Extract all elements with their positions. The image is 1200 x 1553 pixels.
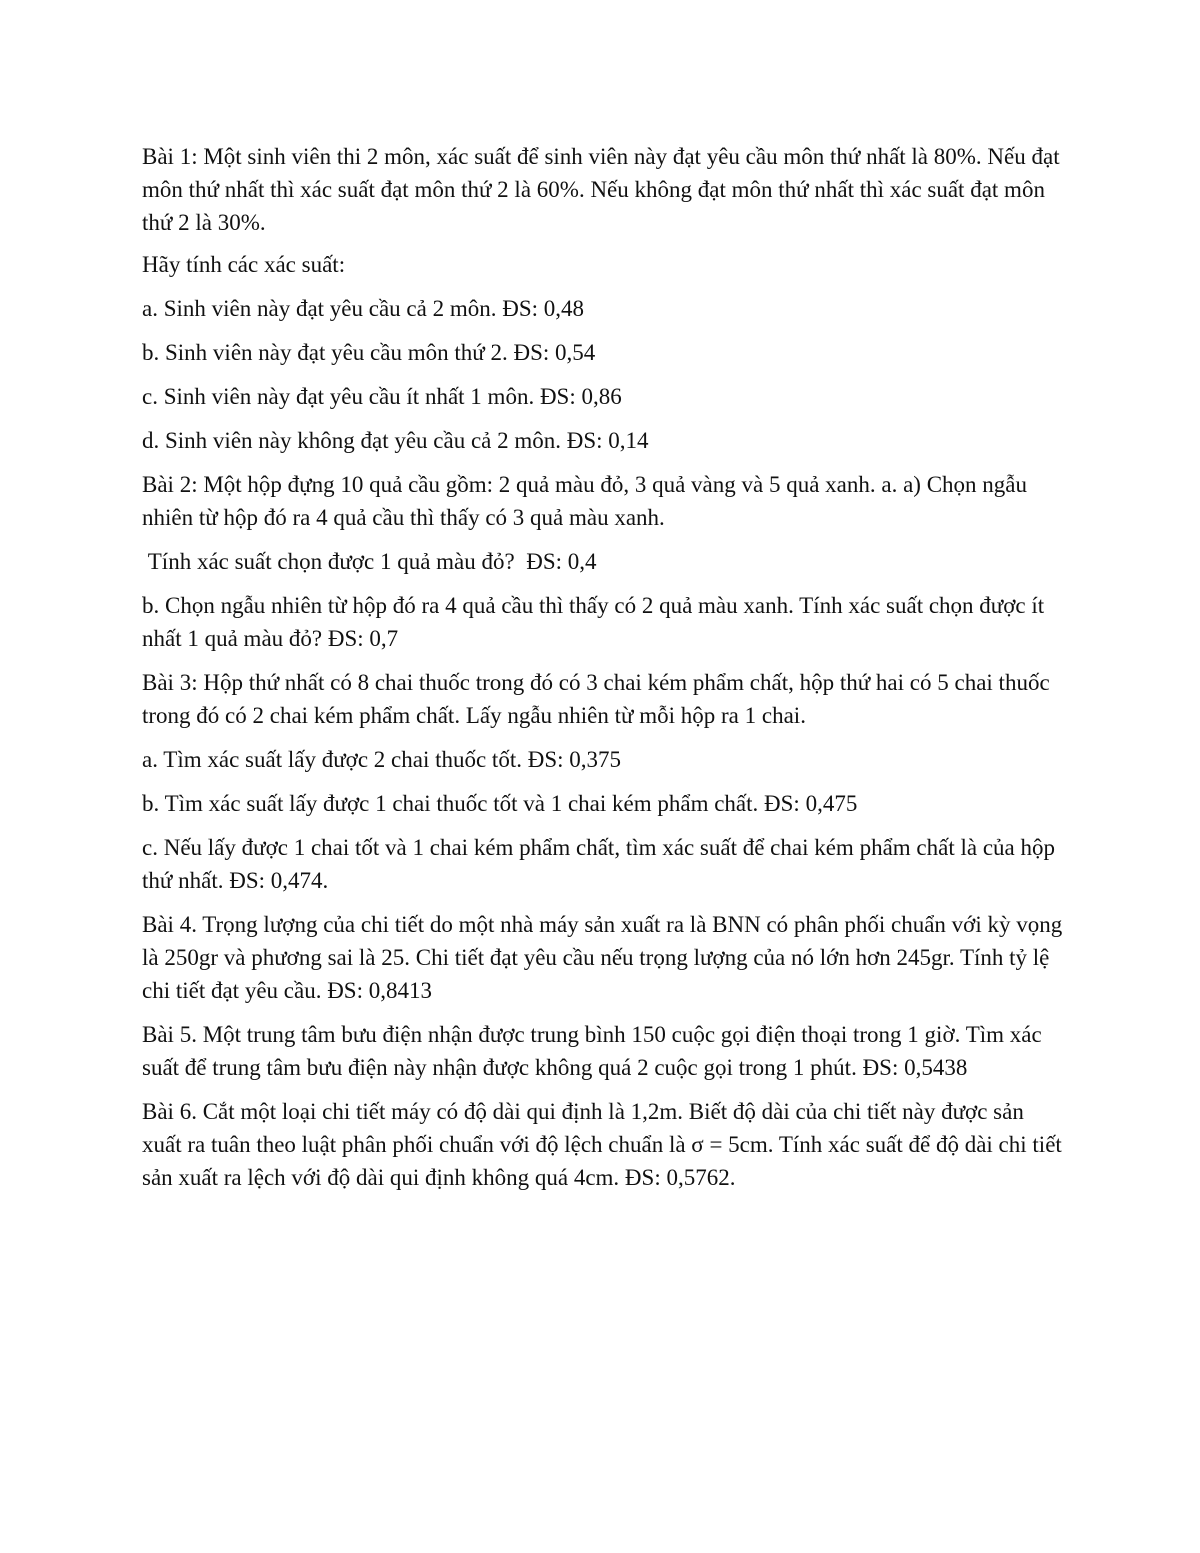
paragraph-bai3-intro: Bài 3: Hộp thứ nhất có 8 chai thuốc trong đó có 3 chai kém phẩm chất, hộp thứ hai có 5 chai thuốc trong đó có 2 chai kém phẩm chất. Lấy ngẫu nhiên từ mỗi hộp ra 1 chai. [142, 670, 1056, 728]
paragraph-bai4: Bài 4. Trọng lượng của chi tiết do một nhà máy sản xuất ra là BNN có phân phối chuẩn với kỳ vọng là 250gr và phương sai là 25. Chi tiết đạt yêu cầu nếu trọng lượng của nó lớn hơn 245gr. Tính tỷ lệ chi tiết đạt yêu cầu. ĐS: 0,8413 [142, 912, 1068, 1003]
paragraph-bai5: Bài 5. Một trung tâm bưu điện nhận được trung bình 150 cuộc gọi điện thoại trong 1 giờ. Tìm xác suất để trung tâm bưu điện này nhận được không quá 2 cuộc gọi trong 1 phút. ĐS: 0,5438 [142, 1022, 1048, 1080]
paragraph-bai1-prompt: Hãy tính các xác suất: [142, 252, 346, 277]
paragraph-bai2-a: Tính xác suất chọn được 1 quả màu đỏ? ĐS: 0,4 [142, 549, 597, 574]
paragraph-bai3-a: a. Tìm xác suất lấy được 2 chai thuốc tốt. ĐS: 0,375 [142, 747, 622, 772]
paragraph-bai3-c: c. Nếu lấy được 1 chai tốt và 1 chai kém phẩm chất, tìm xác suất để chai kém phẩm chất là của hộp thứ nhất. ĐS: 0,474. [142, 835, 1061, 893]
paragraph-bai1-a: a. Sinh viên này đạt yêu cầu cả 2 môn. ĐS: 0,48 [142, 296, 585, 321]
paragraph-bai2-b: b. Chọn ngẫu nhiên từ hộp đó ra 4 quả cầu thì thấy có 2 quả màu xanh. Tính xác suất chọn được ít nhất 1 quả màu đỏ? ĐS: 0,7 [142, 593, 1050, 651]
paragraph-bai2-intro: Bài 2: Một hộp đựng 10 quả cầu gồm: 2 quả màu đỏ, 3 quả vàng và 5 quả xanh. a. a) Chọn ngẫu nhiên từ hộp đó ra 4 quả cầu thì thấy có 3 quả màu xanh. [142, 472, 1033, 530]
paragraph-bai1-b: b. Sinh viên này đạt yêu cầu môn thứ 2. ĐS: 0,54 [142, 340, 596, 365]
paragraph-bai1-c: c. Sinh viên này đạt yêu cầu ít nhất 1 môn. ĐS: 0,86 [142, 384, 622, 409]
document-body [142, 140, 1066, 1205]
paragraph-bai3-b: b. Tìm xác suất lấy được 1 chai thuốc tốt và 1 chai kém phẩm chất. ĐS: 0,475 [142, 791, 858, 816]
paragraph-bai1-intro: Bài 1: Một sinh viên thi 2 môn, xác suất để sinh viên này đạt yêu cầu môn thứ nhất là 80%. Nếu đạt môn thứ nhất thì xác suất đạt môn thứ 2 là 60%. Nếu không đạt môn thứ nhất thì xác suất đạt môn thứ 2 là 30%. [142, 144, 1066, 235]
paragraph-bai1-d: d. Sinh viên này không đạt yêu cầu cả 2 môn. ĐS: 0,14 [142, 428, 649, 453]
paragraph-bai6: Bài 6. Cắt một loại chi tiết máy có độ dài qui định là 1,2m. Biết độ dài của chi tiết này được sản xuất ra tuân theo luật phân phối chuẩn với độ lệch chuẩn là σ = 5cm. Tính xác suất để độ dài chi tiết sản xuất ra lệch với độ dài qui định không quá 4cm. ĐS: 0,5762. [142, 1099, 1068, 1190]
